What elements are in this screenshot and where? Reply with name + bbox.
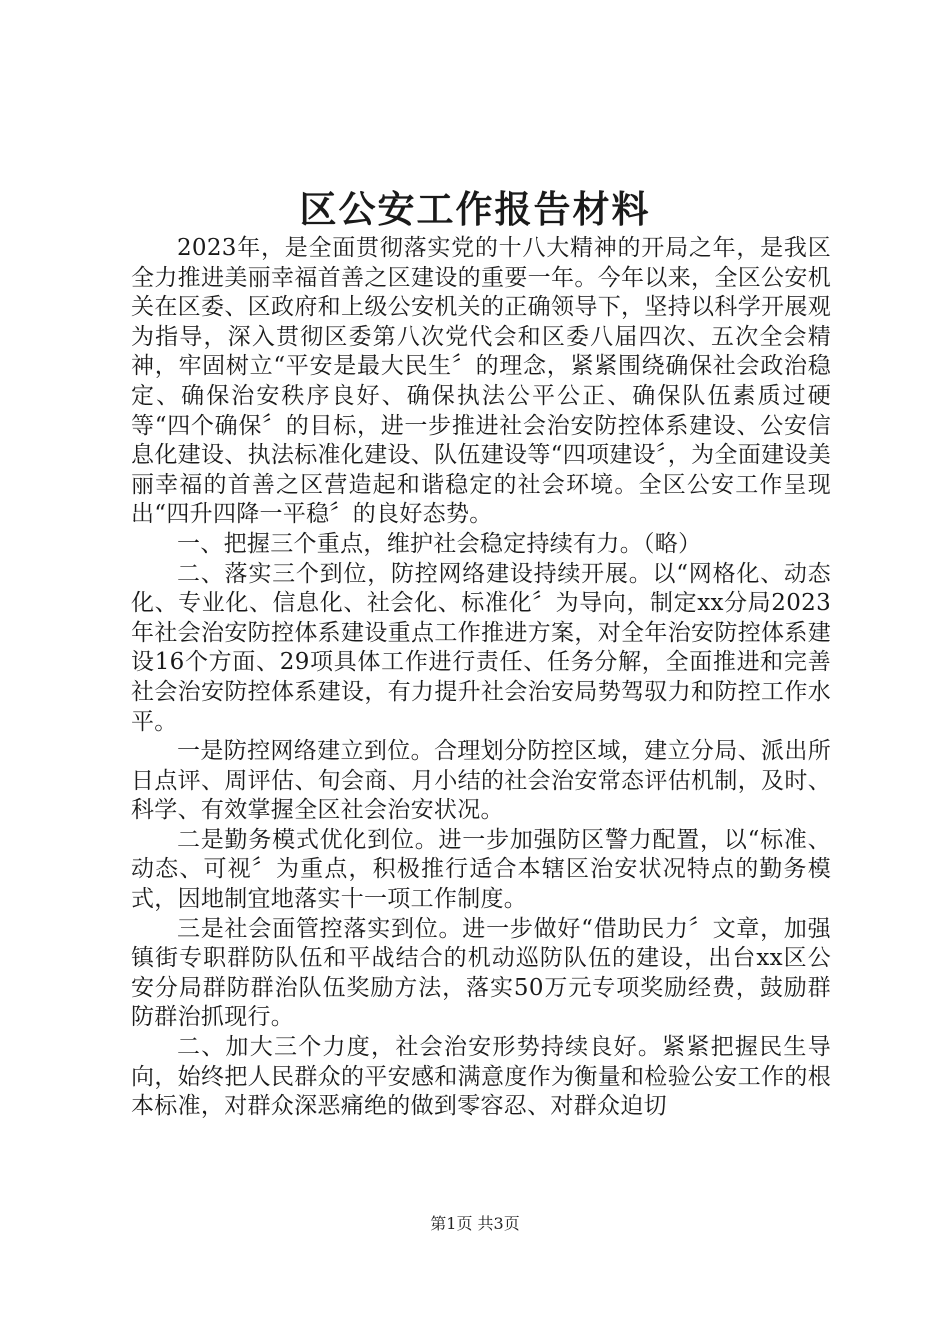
paragraph-item-1: 一是防控网络建立到位。合理划分防控区域，建立分局、派出所日点评、周评估、旬会商、月小结的社会治安常态评估机制，及时、科学、有效掌握全区社会治安状况。 <box>131 738 831 824</box>
paragraph-section-3: 二、加大三个力度，社会治安形势持续良好。紧紧把握民生导向，始终把人民群众的平安感和满意度作为衡量和检验公安工作的根本标准，对群众深恶痛绝的做到零容忍、对群众迫切 <box>131 1034 831 1120</box>
document-title: 区公安工作报告材料 <box>299 187 651 231</box>
paragraph-intro: 2023年，是全面贯彻落实党的十八大精神的开局之年，是我区全力推进美丽幸福首善之区建设的重要一年。今年以来，全区公安机关在区委、区政府和上级公安机关的正确领导下，坚持以科学开展观为指导，深入贯彻区委第八次党代会和区委八届四次、五次全会精神，牢固树立“平安是最大民生〞的理念，紧紧围绕确保社会政治稳定、确保治安秩序良好、确保执法公平公正、确保队伍素质过硬等“四个确保〞的目标，进一步推进社会治安防控体系建设、公安信息化建设、执法标准化建设、队伍建设等“四项建设〞，为全面建设美丽幸福的首善之区营造起和谐稳定的社会环境。全区公安工作呈现出“四升四降一平稳〞的良好态势。 <box>131 235 831 528</box>
paragraph-item-2: 二是勤务模式优化到位。进一步加强防区警力配置，以“标准、动态、可视〞为重点，积极推行适合本辖区治安状况特点的勤务模式，因地制宜地落实十一项工作制度。 <box>131 826 831 913</box>
paragraph-section-1: 一、把握三个重点，维护社会稳定持续有力。（略） <box>177 530 702 557</box>
paragraph-section-2: 二、落实三个到位，防控网络建设持续开展。以“网格化、动态化、专业化、信息化、社会化、标准化〞为导向，制定xx分局2023年社会治安防控体系建设重点工作推进方案，对全年治安防控体系建设16个方面、29项具体工作进行责任、任务分解，全面推进和完善社会治安防控体系建设，有力提升社会治安局势驾驭力和防控工作水平。 <box>131 560 831 735</box>
paragraph-item-3: 三是社会面管控落实到位。进一步做好“借助民力〞文章，加强镇街专职群防队伍和平战结合的机动巡防队伍的建设，出台xx区公安分局群防群治队伍奖励方法，落实50万元专项奖励经费，鼓励群防群治抓现行。 <box>131 915 831 1031</box>
page-footer: 第1页 共3页 <box>430 1214 520 1233</box>
document-body <box>131 234 831 1122</box>
